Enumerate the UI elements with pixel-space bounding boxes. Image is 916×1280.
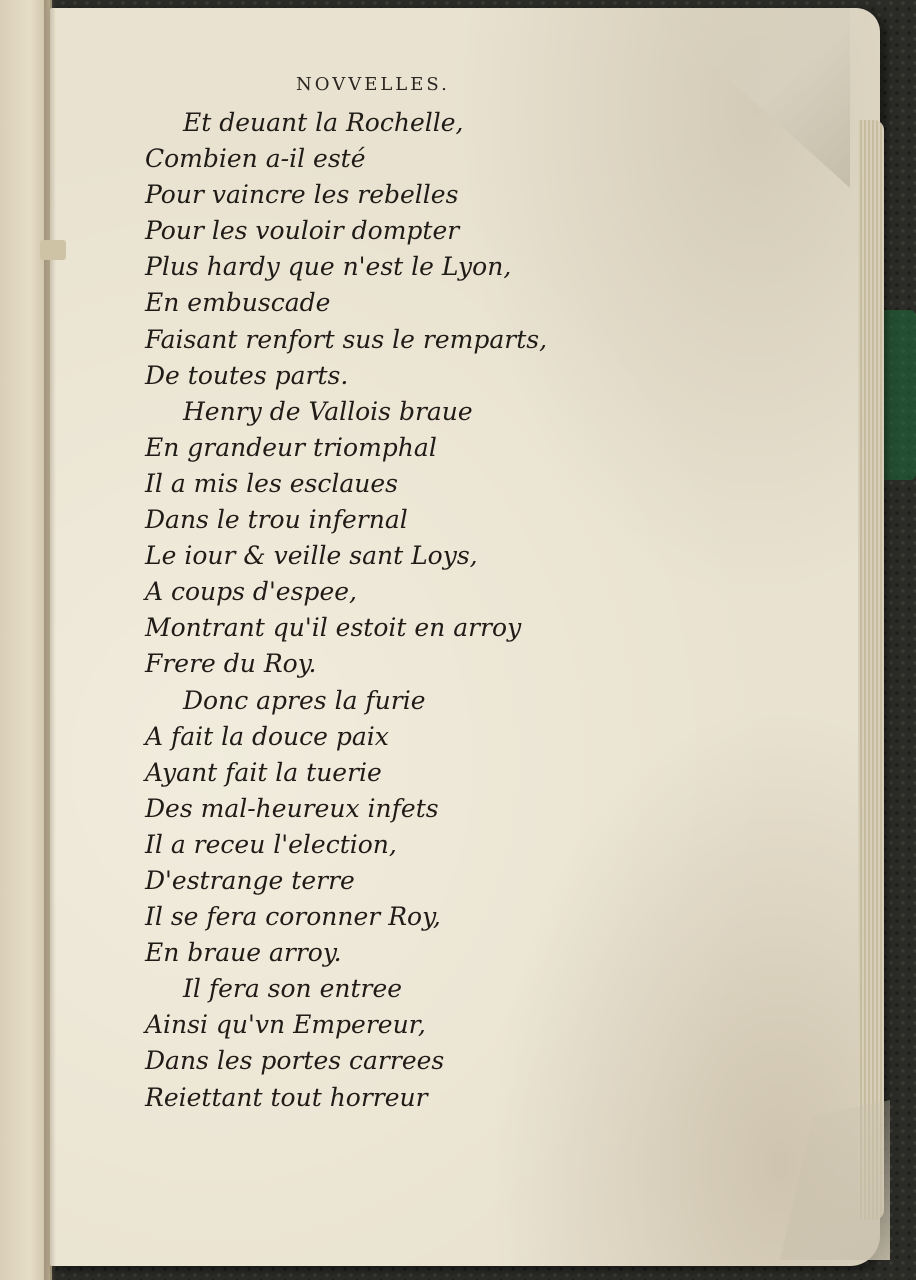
poem-line: Ayant fait la tuerie (145, 757, 382, 787)
poem-line: De toutes parts. (145, 360, 349, 390)
poem-line: Il se fera coronner Roy, (145, 902, 441, 932)
poem-line: Des mal-heureux infets (145, 793, 439, 823)
poem-line: A coups d'espee, (145, 577, 357, 607)
poem-line: Dans les portes carrees (145, 1046, 445, 1076)
poem-line: Et deuant la Rochelle, (183, 108, 464, 137)
poem-line: En grandeur triomphal (145, 432, 437, 462)
poem-line: Donc apres la furie (183, 685, 426, 715)
poem-line: D'estrange terre (145, 865, 355, 895)
poem-line: Plus hardy que n'est le Lyon, (145, 252, 512, 282)
poem-line: Reiettant tout horreur (145, 1082, 428, 1112)
poem-line: Il fera son entree (183, 974, 403, 1004)
poem-line: Montrant qu'il estoit en arroy (145, 613, 522, 643)
book-gutter (44, 0, 56, 1280)
poem-line: Combien a-il esté (145, 144, 366, 174)
poem-text (145, 105, 765, 1116)
poem-line: Pour les vouloir dompter (145, 216, 460, 246)
poem-line: Le iour & veille sant Loys, (145, 541, 478, 571)
poem-line: Dans le trou infernal (145, 505, 408, 535)
poem-line: En embuscade (145, 288, 331, 318)
poem-line: A fait la douce paix (145, 721, 389, 751)
poem-line: Henry de Vallois braue (183, 396, 473, 426)
poem-line: Il a mis les esclaues (145, 468, 398, 498)
binding-stitch (40, 240, 66, 260)
poem-line: Frere du Roy. (145, 649, 317, 679)
poem-line: Ainsi qu'vn Empereur, (145, 1010, 426, 1040)
poem-line: Il a receu l'election, (145, 829, 397, 859)
poem-line: Pour vaincre les rebelles (145, 180, 459, 210)
page-fore-edge (858, 120, 884, 1220)
running-head: NOVVELLES. (296, 74, 450, 95)
poem-line: En braue arroy. (145, 938, 342, 968)
poem-line: Faisant renfort sus le remparts, (145, 324, 548, 354)
